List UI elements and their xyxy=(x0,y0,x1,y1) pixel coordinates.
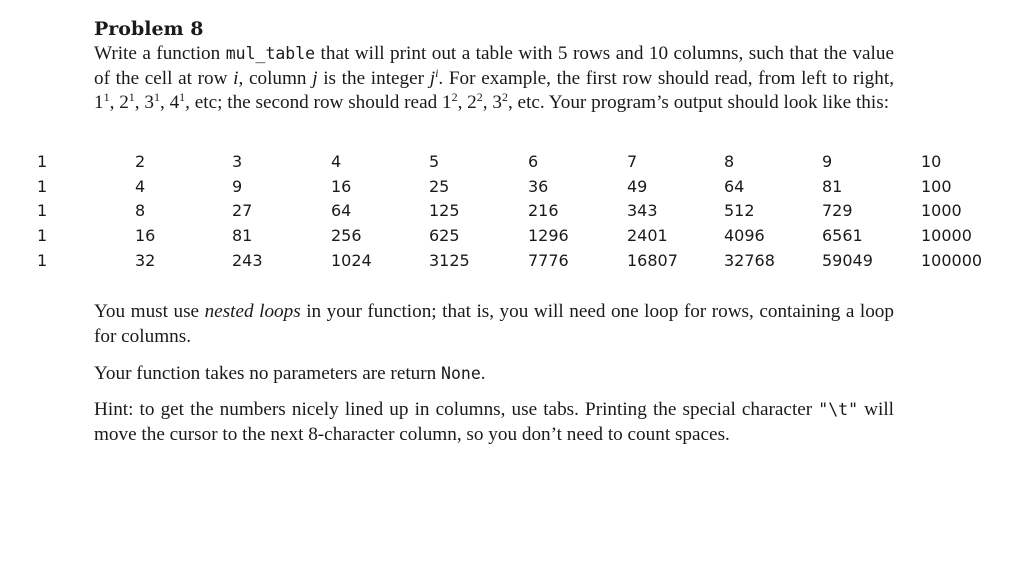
output-cell: 100000 xyxy=(921,251,983,270)
math-var-j: j xyxy=(312,67,318,89)
output-cell: 25 xyxy=(429,177,450,196)
power-base: 2 xyxy=(119,92,129,114)
output-cell: 32 xyxy=(135,251,156,270)
math-var-i: i xyxy=(233,67,239,89)
output-cell: 125 xyxy=(429,201,460,220)
output-cell: 2 xyxy=(135,152,146,171)
output-row xyxy=(0,152,1024,176)
power-exponent: 2 xyxy=(501,90,508,105)
output-cell: 1 xyxy=(37,177,48,196)
problem-title: Problem 8 xyxy=(94,18,204,40)
output-cell: 27 xyxy=(232,201,253,220)
code-tab-char: "\t" xyxy=(818,400,859,419)
output-cell: 625 xyxy=(429,226,460,245)
text-run: Your function takes no parameters are return xyxy=(94,363,442,384)
output-cell: 9 xyxy=(232,177,243,196)
problem-description xyxy=(94,42,894,116)
output-cell: 7 xyxy=(627,152,638,171)
output-row xyxy=(0,226,1024,250)
text-run: . xyxy=(480,363,486,384)
emphasis: nested loops xyxy=(204,301,301,322)
power-exponent: 1 xyxy=(103,90,110,105)
return-paragraph xyxy=(94,362,894,387)
text-run: . For example, the first row should read, from left to right, xyxy=(438,67,894,89)
output-cell: 10 xyxy=(921,152,942,171)
output-cell: 1 xyxy=(37,251,48,270)
power-exponent: 1 xyxy=(128,90,135,105)
output-cell: 7776 xyxy=(528,251,569,270)
nested-loops-paragraph xyxy=(94,300,894,349)
power-exponent: 2 xyxy=(451,90,458,105)
output-cell: 1 xyxy=(37,226,48,245)
hint-paragraph xyxy=(94,398,894,447)
output-cell: 36 xyxy=(528,177,549,196)
code-none: None xyxy=(441,364,481,383)
output-cell: 1024 xyxy=(331,251,372,270)
text-run: etc. Your program’s output should look like this: xyxy=(517,92,890,114)
power-base: 3 xyxy=(492,92,502,114)
math-exp-i: i xyxy=(435,65,439,80)
output-cell: 59049 xyxy=(822,251,873,270)
output-cell: 216 xyxy=(528,201,559,220)
text-run: etc; the second row should read xyxy=(194,92,442,114)
output-cell: 5 xyxy=(429,152,440,171)
output-cell: 16807 xyxy=(627,251,678,270)
output-cell: 1000 xyxy=(921,201,962,220)
output-cell: 3 xyxy=(232,152,243,171)
output-cell: 243 xyxy=(232,251,263,270)
output-cell: 512 xyxy=(724,201,755,220)
program-output xyxy=(0,152,1024,282)
text-run: , column xyxy=(238,67,313,89)
output-cell: 4 xyxy=(331,152,342,171)
output-cell: 49 xyxy=(627,177,648,196)
text-run: Write a function xyxy=(94,43,226,64)
power-base: 2 xyxy=(467,92,477,114)
output-cell: 256 xyxy=(331,226,362,245)
output-cell: 64 xyxy=(724,177,745,196)
output-cell: 2401 xyxy=(627,226,668,245)
output-cell: 1 xyxy=(37,201,48,220)
output-cell: 8 xyxy=(135,201,146,220)
output-cell: 4096 xyxy=(724,226,765,245)
output-cell: 16 xyxy=(135,226,156,245)
power-exponent: 1 xyxy=(153,90,160,105)
power-base: 1 xyxy=(441,92,452,114)
output-cell: 81 xyxy=(822,177,843,196)
power-base: 1 xyxy=(94,92,104,114)
power-exponent: 1 xyxy=(179,90,186,105)
output-row xyxy=(0,201,1024,225)
text-run: will move the cursor to the next 8-character column, so you don’t need to count spaces. xyxy=(94,399,895,445)
output-cell: 9 xyxy=(822,152,833,171)
output-cell: 100 xyxy=(921,177,952,196)
output-row xyxy=(0,177,1024,201)
output-cell: 8 xyxy=(724,152,735,171)
text-run: You must use xyxy=(94,301,205,322)
power-base: 4 xyxy=(169,92,180,114)
output-cell: 3125 xyxy=(429,251,470,270)
output-cell: 729 xyxy=(822,201,853,220)
output-cell: 32768 xyxy=(724,251,775,270)
text-run: Hint: to get the numbers nicely lined up in columns, use tabs. Printing the special character xyxy=(94,399,819,420)
power-exponent: 2 xyxy=(476,90,483,105)
output-cell: 1296 xyxy=(528,226,569,245)
power-base: 3 xyxy=(144,92,154,114)
output-cell: 16 xyxy=(331,177,352,196)
output-cell: 81 xyxy=(232,226,253,245)
output-cell: 4 xyxy=(135,177,146,196)
math-base-j: j xyxy=(429,67,436,89)
text-run: is the integer xyxy=(317,67,430,89)
output-cell: 10000 xyxy=(921,226,972,245)
output-row xyxy=(0,251,1024,275)
text-run: in your function; that is, you will need one loop for rows, containing a loop for columns. xyxy=(94,301,894,347)
output-cell: 64 xyxy=(331,201,352,220)
text-run: that will print out a table with 5 rows and 10 columns, such that the value of the cell at row xyxy=(94,43,895,89)
function-name: mul_table xyxy=(225,44,316,63)
output-cell: 6 xyxy=(528,152,539,171)
example-second-row: $1^2$, $2^2$, $3^2$, xyxy=(441,90,518,114)
example-first-row: $1^1$, $2^1$, $3^1$, $4^1$, xyxy=(94,90,195,114)
output-cell: 6561 xyxy=(822,226,863,245)
output-cell: 1 xyxy=(37,152,48,171)
output-cell: 343 xyxy=(627,201,658,220)
